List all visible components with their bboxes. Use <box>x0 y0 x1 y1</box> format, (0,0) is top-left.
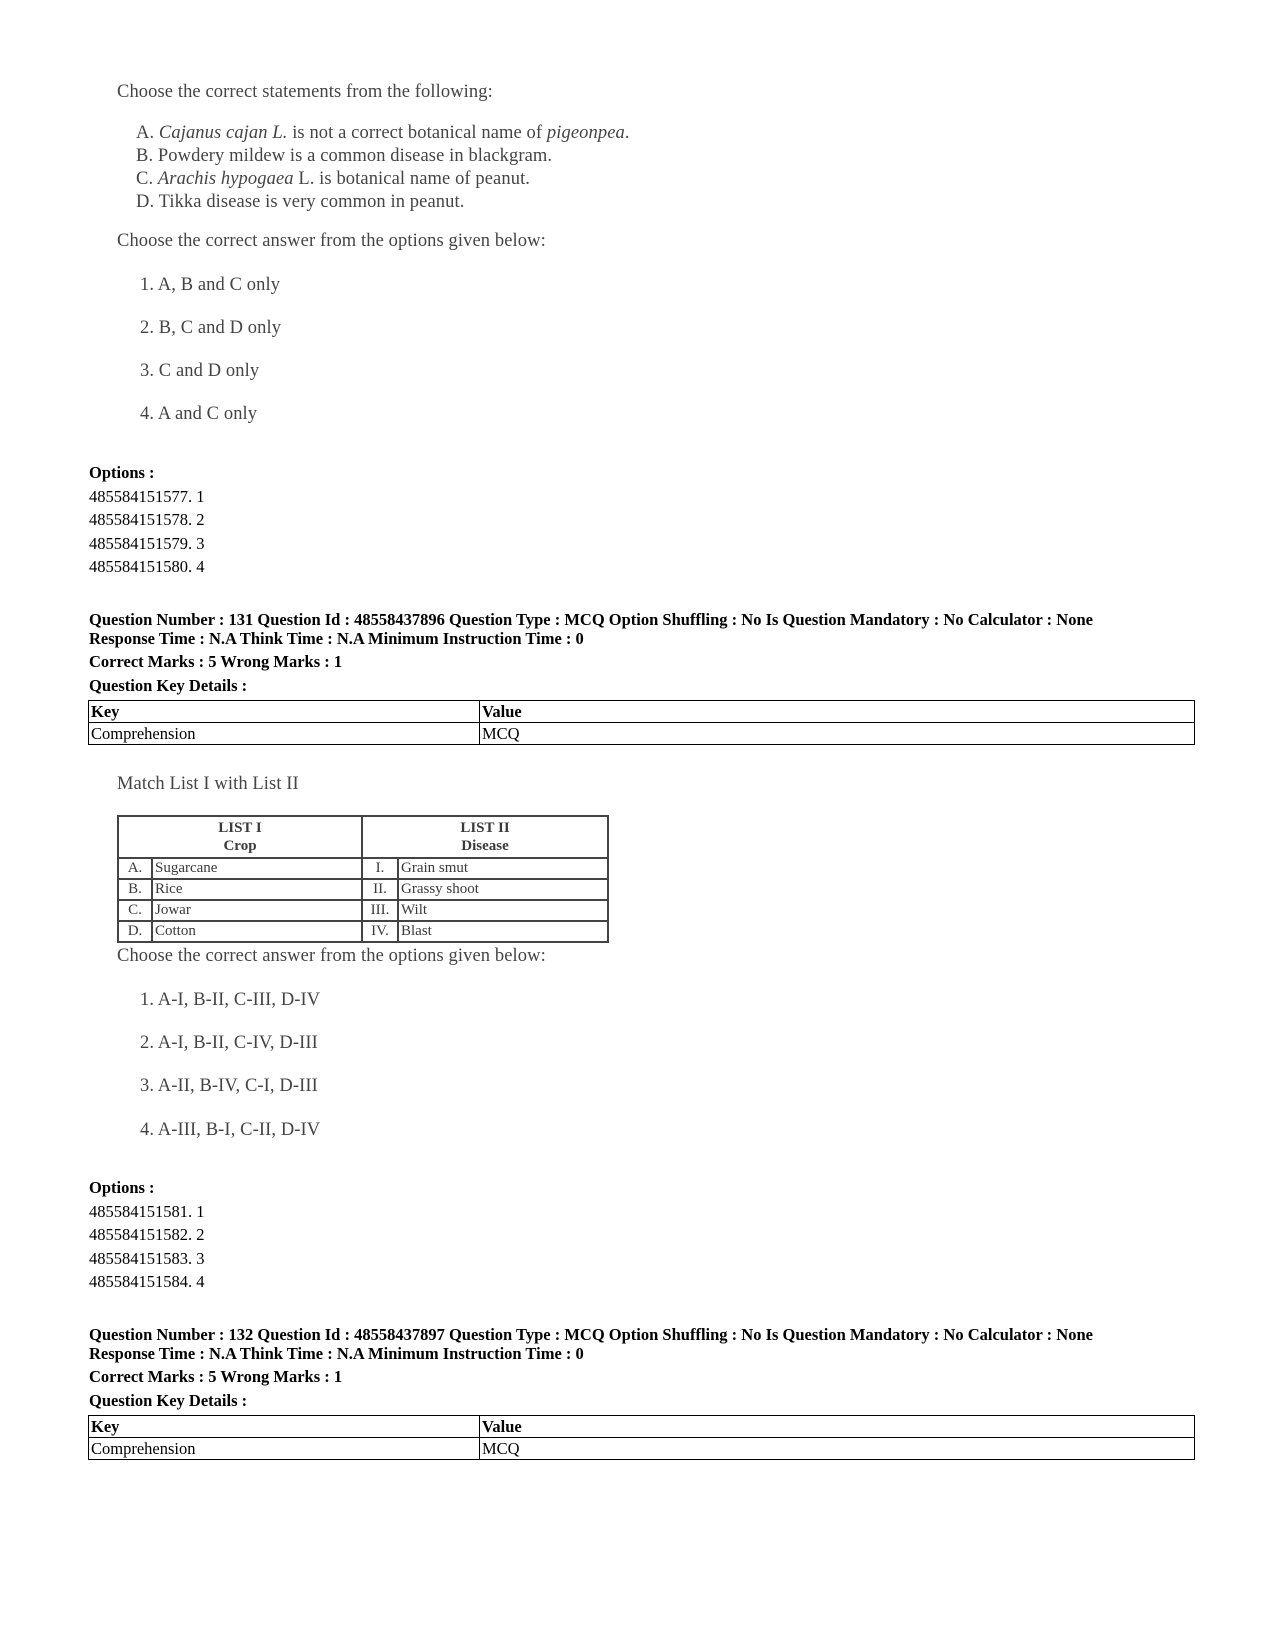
question-marks: Correct Marks : 5 Wrong Marks : 1 <box>89 1367 343 1386</box>
list1-header: LIST I Crop <box>118 816 362 858</box>
question-header: Question Number : 132 Question Id : 48558437897 Question Type : MCQ Option Shuffling : No Is Question Mandatory : No Calculator : None <box>89 1325 1093 1344</box>
table-header-value: Value <box>480 1416 1195 1438</box>
option-item: 485584151578. 2 <box>89 510 205 529</box>
answer-choice: 4. A and C only <box>140 404 258 424</box>
answer-choice: 2. B, C and D only <box>140 318 282 338</box>
question-timing: Response Time : N.A Think Time : N.A Minimum Instruction Time : 0 <box>89 629 584 648</box>
option-item: 485584151579. 3 <box>89 534 205 553</box>
question-prompt: Match List I with List II <box>117 774 299 794</box>
answer-choice: 1. A-I, B-II, C-III, D-IV <box>140 990 321 1010</box>
table-cell-key: Comprehension <box>89 723 480 745</box>
table-cell-value: MCQ <box>480 723 1195 745</box>
choose-instruction: Choose the correct answer from the options given below: <box>117 946 546 966</box>
list2-header: LIST II Disease <box>362 816 608 858</box>
options-label: Options : <box>89 1178 155 1197</box>
table-row: B. Rice II. Grassy shoot <box>118 879 608 900</box>
table-row: A. Sugarcane I. Grain smut <box>118 858 608 879</box>
option-item: 485584151582. 2 <box>89 1225 205 1244</box>
options-label: Options : <box>89 463 155 482</box>
question-key-details-label: Question Key Details : <box>89 1391 248 1410</box>
answer-choice: 1. A, B and C only <box>140 275 281 295</box>
table-row: D. Cotton IV. Blast <box>118 921 608 942</box>
option-item: 485584151583. 3 <box>89 1249 205 1268</box>
table-row: C. Jowar III. Wilt <box>118 900 608 921</box>
question-image-1 <box>0 0 700 440</box>
question-header: Question Number : 131 Question Id : 48558437896 Question Type : MCQ Option Shuffling : No Is Question Mandatory : No Calculator : None <box>89 610 1093 629</box>
question-timing: Response Time : N.A Think Time : N.A Minimum Instruction Time : 0 <box>89 1344 584 1363</box>
question-key-table <box>88 1415 1195 1460</box>
statement-a: A. Cajanus cajan L. is not a correct botanical name of pigeonpea. <box>136 123 630 143</box>
question-image-131 <box>0 760 700 1180</box>
choose-instruction: Choose the correct answer from the options given below: <box>117 231 546 251</box>
statement-d: D. Tikka disease is very common in peanut. <box>136 192 465 212</box>
table-cell-key: Comprehension <box>89 1438 480 1460</box>
statement-c: C. Arachis hypogaea L. is botanical name of peanut. <box>136 169 531 189</box>
answer-choice: 2. A-I, B-II, C-IV, D-III <box>140 1033 318 1053</box>
question-prompt: Choose the correct statements from the following: <box>117 82 493 102</box>
option-item: 485584151581. 1 <box>89 1202 205 1221</box>
answer-choice: 3. A-II, B-IV, C-I, D-III <box>140 1076 318 1096</box>
table-header-key: Key <box>89 701 480 723</box>
match-list-table <box>117 815 609 943</box>
table-cell-value: MCQ <box>480 1438 1195 1460</box>
statement-b: B. Powdery mildew is a common disease in blackgram. <box>136 146 553 166</box>
question-key-details-label: Question Key Details : <box>89 676 248 695</box>
question-marks: Correct Marks : 5 Wrong Marks : 1 <box>89 652 343 671</box>
option-item: 485584151584. 4 <box>89 1272 205 1291</box>
option-item: 485584151580. 4 <box>89 557 205 576</box>
table-header-key: Key <box>89 1416 480 1438</box>
answer-choice: 4. A-III, B-I, C-II, D-IV <box>140 1120 321 1140</box>
question-key-table <box>88 700 1195 745</box>
answer-choice: 3. C and D only <box>140 361 260 381</box>
table-header-value: Value <box>480 701 1195 723</box>
option-item: 485584151577. 1 <box>89 487 205 506</box>
